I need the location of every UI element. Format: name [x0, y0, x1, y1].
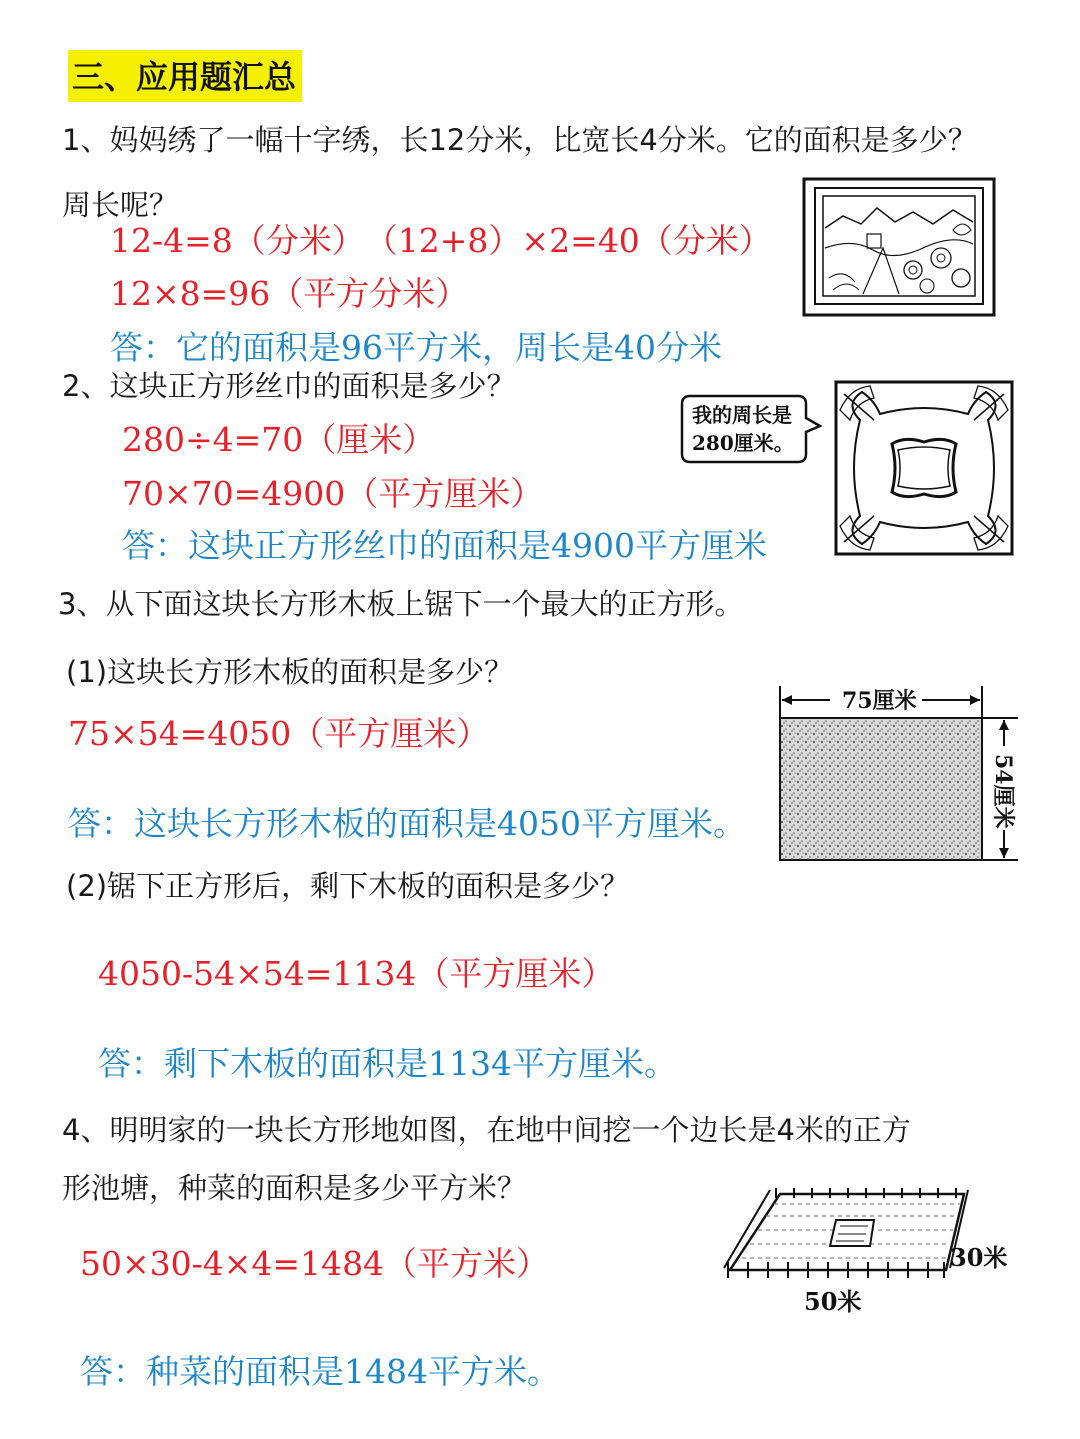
problem-4-question-line-1: 4、明明家的一块长方形地如图，在地中间挖一个边长是4米的正方 — [62, 1113, 911, 1147]
board-width-label: 75厘米 — [842, 688, 917, 714]
square-scarf-figure — [834, 380, 1014, 556]
problem-3-part-2-question: (2)锯下正方形后，剩下木板的面积是多少？ — [66, 869, 630, 903]
problem-3-part-1-question: (1)这块长方形木板的面积是多少？ — [66, 655, 514, 689]
problem-4-solution: 50×30-4×4=1484（平方米） — [80, 1244, 550, 1283]
problem-3-part-1-solution: 75×54=4050（平方厘米） — [68, 714, 490, 753]
field-depth-label: 30米 — [950, 1243, 1008, 1272]
field-width-label: 50米 — [804, 1287, 862, 1316]
board-height-label: 54厘米 — [990, 754, 1016, 829]
wooden-board-figure — [772, 684, 1034, 866]
problem-3-part-2-solution: 4050-54×54=1134（平方厘米） — [98, 954, 615, 993]
problem-4-question-line-2: 形池塘，种菜的面积是多少平方米？ — [62, 1171, 527, 1205]
problem-2-answer: 答：这块正方形丝巾的面积是4900平方厘米 — [122, 526, 767, 565]
problem-3-part-2-answer: 答：剩下木板的面积是1134平方厘米。 — [98, 1044, 677, 1083]
scarf-speech-bubble — [680, 394, 838, 466]
problem-4-answer: 答：种菜的面积是1484平方米。 — [80, 1352, 560, 1391]
vegetable-field-figure — [724, 1186, 1050, 1322]
problem-2-solution-line-2: 70×70=4900（平方厘米） — [122, 474, 544, 513]
bubble-line-1: 我的周长是 — [692, 403, 792, 427]
problem-1-answer: 答：它的面积是96平方米，周长是40分米 — [110, 328, 722, 367]
problem-1-question-line-2: 周长呢？ — [62, 188, 179, 222]
problem-1-solution-line-2: 12×8=96（平方分米） — [110, 274, 469, 313]
problem-3-part-1-answer: 答：这块长方形木板的面积是4050平方厘米。 — [68, 804, 746, 843]
bubble-line-2: 280厘米。 — [692, 431, 794, 455]
cross-stitch-picture — [803, 178, 995, 316]
problem-2-question: 2、这块正方形丝巾的面积是多少？ — [62, 369, 516, 403]
problem-1-solution-line-1: 12-4=8（分米） （12+8）×2=40（分米） — [110, 221, 772, 260]
section-title: 三、应用题汇总 — [68, 50, 302, 102]
problem-1-question-line-1: 1、妈妈绣了一幅十字绣，长12分米，比宽长4分米。它的面积是多少？ — [62, 123, 977, 157]
problem-3-question: 3、从下面这块长方形木板上锯下一个最大的正方形。 — [58, 587, 744, 621]
problem-2-solution-line-1: 280÷4=70（厘米） — [122, 420, 436, 459]
